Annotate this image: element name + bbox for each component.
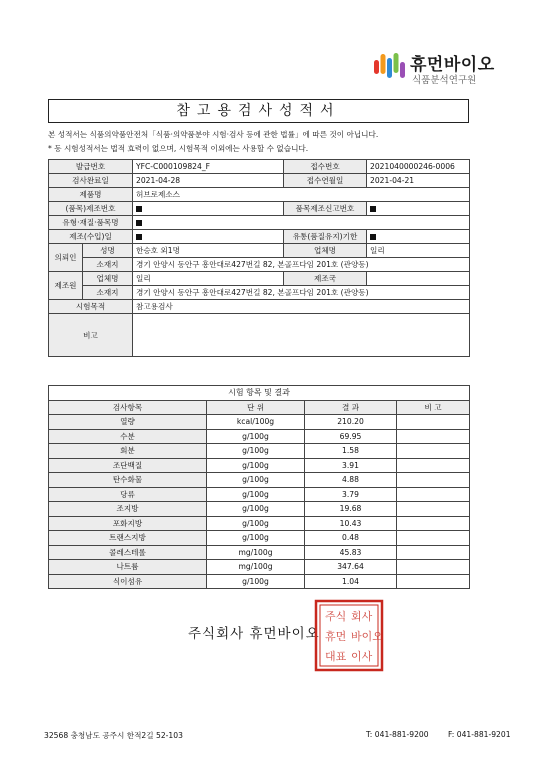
result-item: 나트륨 — [49, 560, 207, 575]
result-remark — [397, 458, 470, 473]
table-header-row — [49, 400, 470, 415]
client-company-value: 일리 — [367, 244, 470, 258]
result-remark — [397, 444, 470, 459]
result-value: 210.20 — [305, 415, 397, 430]
result-value: 69.95 — [305, 429, 397, 444]
maker-company-label: 업체명 — [83, 272, 133, 286]
receipt-date-value: 2021-04-21 — [367, 174, 470, 188]
seal-text: 주식 — [325, 610, 347, 623]
result-remark — [397, 545, 470, 560]
table-row — [49, 258, 470, 272]
table-row — [49, 216, 470, 230]
logo-subtitle: 식품분석연구원 — [412, 75, 477, 86]
result-unit: g/100g — [207, 458, 305, 473]
result-remark — [397, 502, 470, 517]
result-unit: kcal/100g — [207, 415, 305, 430]
result-item: 열량 — [49, 415, 207, 430]
client-addr-value: 경기 안양시 동안구 흥안대로427번길 82, 본골프다임 201호 (관양동) — [133, 258, 470, 272]
redacted-mark — [136, 206, 142, 212]
result-unit: g/100g — [207, 516, 305, 531]
result-item: 탄수화물 — [49, 473, 207, 488]
receipt-no-label: 접수번호 — [284, 160, 367, 174]
result-remark — [397, 531, 470, 546]
results-title: 시험 항목 및 결과 — [49, 386, 470, 401]
table-row — [49, 560, 470, 575]
report-no-label: 품목제조신고번호 — [284, 202, 367, 216]
mfg-date-value — [133, 230, 284, 244]
company-logo — [372, 48, 522, 90]
result-value: 0.48 — [305, 531, 397, 546]
redacted-mark — [370, 206, 376, 212]
table-row — [49, 545, 470, 560]
maker-company-value: 일리 — [133, 272, 284, 286]
table-row — [49, 516, 470, 531]
table-row — [49, 230, 470, 244]
expiry-value — [367, 230, 470, 244]
result-item: 포화지방 — [49, 516, 207, 531]
result-remark — [397, 487, 470, 502]
redacted-mark — [370, 234, 376, 240]
company-name: 주식회사 휴먼바이오 — [188, 626, 320, 642]
result-item: 트랜스지방 — [49, 531, 207, 546]
result-item: 식이섬유 — [49, 574, 207, 589]
logo-mark-icon — [372, 50, 406, 84]
client-label: 의뢰인 — [49, 244, 83, 272]
maker-country-value — [367, 272, 470, 286]
product-value: 허브로제소스 — [133, 188, 470, 202]
result-unit: g/100g — [207, 473, 305, 488]
seal-text: 이사 — [351, 650, 373, 663]
receipt-no-value: 2021040000246-0006 — [367, 160, 470, 174]
purpose-label: 시험목적 — [49, 300, 133, 314]
result-unit: mg/100g — [207, 545, 305, 560]
redacted-mark — [136, 234, 142, 240]
result-unit: g/100g — [207, 444, 305, 459]
logo-name: 휴먼바이오 — [410, 55, 495, 75]
result-remark — [397, 473, 470, 488]
product-label: 제품명 — [49, 188, 133, 202]
maker-addr-label: 소재지 — [83, 286, 133, 300]
table-row — [49, 473, 470, 488]
result-value: 347.64 — [305, 560, 397, 575]
result-unit: g/100g — [207, 574, 305, 589]
table-row — [49, 458, 470, 473]
result-unit: g/100g — [207, 531, 305, 546]
footer-tel: T: 041-881-9200 — [366, 730, 429, 739]
maker-country-label: 제조국 — [284, 272, 367, 286]
result-unit: mg/100g — [207, 560, 305, 575]
result-unit: g/100g — [207, 487, 305, 502]
table-row — [49, 574, 470, 589]
result-remark — [397, 429, 470, 444]
table-row — [49, 174, 470, 188]
seal-text: 휴먼 — [325, 630, 347, 643]
result-item: 조지방 — [49, 502, 207, 517]
result-value: 3.79 — [305, 487, 397, 502]
result-remark — [397, 516, 470, 531]
table-row — [49, 244, 470, 258]
result-value: 3.91 — [305, 458, 397, 473]
test-done-label: 검사완료일 — [49, 174, 133, 188]
result-value: 45.83 — [305, 545, 397, 560]
type-value — [133, 216, 470, 230]
table-row — [49, 272, 470, 286]
seal-text: 회사 — [351, 610, 373, 623]
table-row — [49, 188, 470, 202]
mfg-date-label: 제조(수입)일 — [49, 230, 133, 244]
table-row — [49, 429, 470, 444]
receipt-date-label: 접수연월일 — [284, 174, 367, 188]
redacted-mark — [136, 220, 142, 226]
disclaimer-note-1: 본 성적서는 식품의약품안전처「식품·의약품분야 시험·검사 등에 관한 법률」에 따른 것이 아닙니다. — [48, 130, 379, 139]
result-item: 당류 — [49, 487, 207, 502]
company-seal-icon — [313, 598, 385, 673]
footer-fax: F: 041-881-9201 — [448, 730, 511, 739]
document-title: 참고용검사성적서 — [48, 99, 469, 123]
table-title-row — [49, 386, 470, 401]
table-row — [49, 502, 470, 517]
result-value: 10.43 — [305, 516, 397, 531]
result-item: 조단백질 — [49, 458, 207, 473]
manufacturer-label: 제조원 — [49, 272, 83, 300]
result-unit: g/100g — [207, 429, 305, 444]
client-name-label: 성명 — [83, 244, 133, 258]
report-no-value — [367, 202, 470, 216]
table-row — [49, 300, 470, 314]
result-value: 4.88 — [305, 473, 397, 488]
result-value: 1.04 — [305, 574, 397, 589]
table-row — [49, 286, 470, 300]
result-item: 회분 — [49, 444, 207, 459]
issue-no-value: YFC-C000109824_F — [133, 160, 284, 174]
table-row — [49, 487, 470, 502]
client-name-value: 한승호 외1명 — [133, 244, 284, 258]
disclaimer-note-2: * 동 시험성적서는 법적 효력이 없으며, 시험목적 이외에는 사용할 수 없습니다. — [48, 144, 309, 153]
results-table — [48, 385, 470, 589]
table-row — [49, 202, 470, 216]
result-remark — [397, 574, 470, 589]
col-header-item: 검사항목 — [49, 400, 207, 415]
result-unit: g/100g — [207, 502, 305, 517]
issue-no-label: 발급번호 — [49, 160, 133, 174]
seal-text: 대표 — [325, 650, 347, 663]
result-value: 19.68 — [305, 502, 397, 517]
client-addr-label: 소재지 — [83, 258, 133, 272]
table-row — [49, 415, 470, 430]
maker-addr-value: 경기 안양시 동안구 흥안대로427번길 82, 본골프다임 201호 (관양동) — [133, 286, 470, 300]
footer-address: 32568 충청남도 공주시 한적2길 52-103 — [44, 731, 183, 740]
result-item: 수분 — [49, 429, 207, 444]
purpose-value: 참고용검사 — [133, 300, 470, 314]
results-body — [49, 415, 470, 589]
remark-value — [133, 314, 470, 357]
test-done-value: 2021-04-28 — [133, 174, 284, 188]
col-header-result: 결 과 — [305, 400, 397, 415]
table-row — [49, 314, 470, 357]
client-company-label: 업체명 — [284, 244, 367, 258]
table-row — [49, 444, 470, 459]
maker-no-label: (품목)제조번호 — [49, 202, 133, 216]
remark-label: 비고 — [49, 314, 133, 357]
seal-text: 바이오 — [351, 630, 383, 643]
col-header-remark: 비 고 — [397, 400, 470, 415]
result-remark — [397, 560, 470, 575]
col-header-unit: 단 위 — [207, 400, 305, 415]
result-remark — [397, 415, 470, 430]
table-row — [49, 531, 470, 546]
type-label: 유형·재질·품목명 — [49, 216, 133, 230]
result-item: 콜레스테롤 — [49, 545, 207, 560]
result-value: 1.58 — [305, 444, 397, 459]
expiry-label: 유통(품질유지)기한 — [284, 230, 367, 244]
table-row — [49, 160, 470, 174]
info-table — [48, 159, 470, 357]
maker-no-value — [133, 202, 284, 216]
